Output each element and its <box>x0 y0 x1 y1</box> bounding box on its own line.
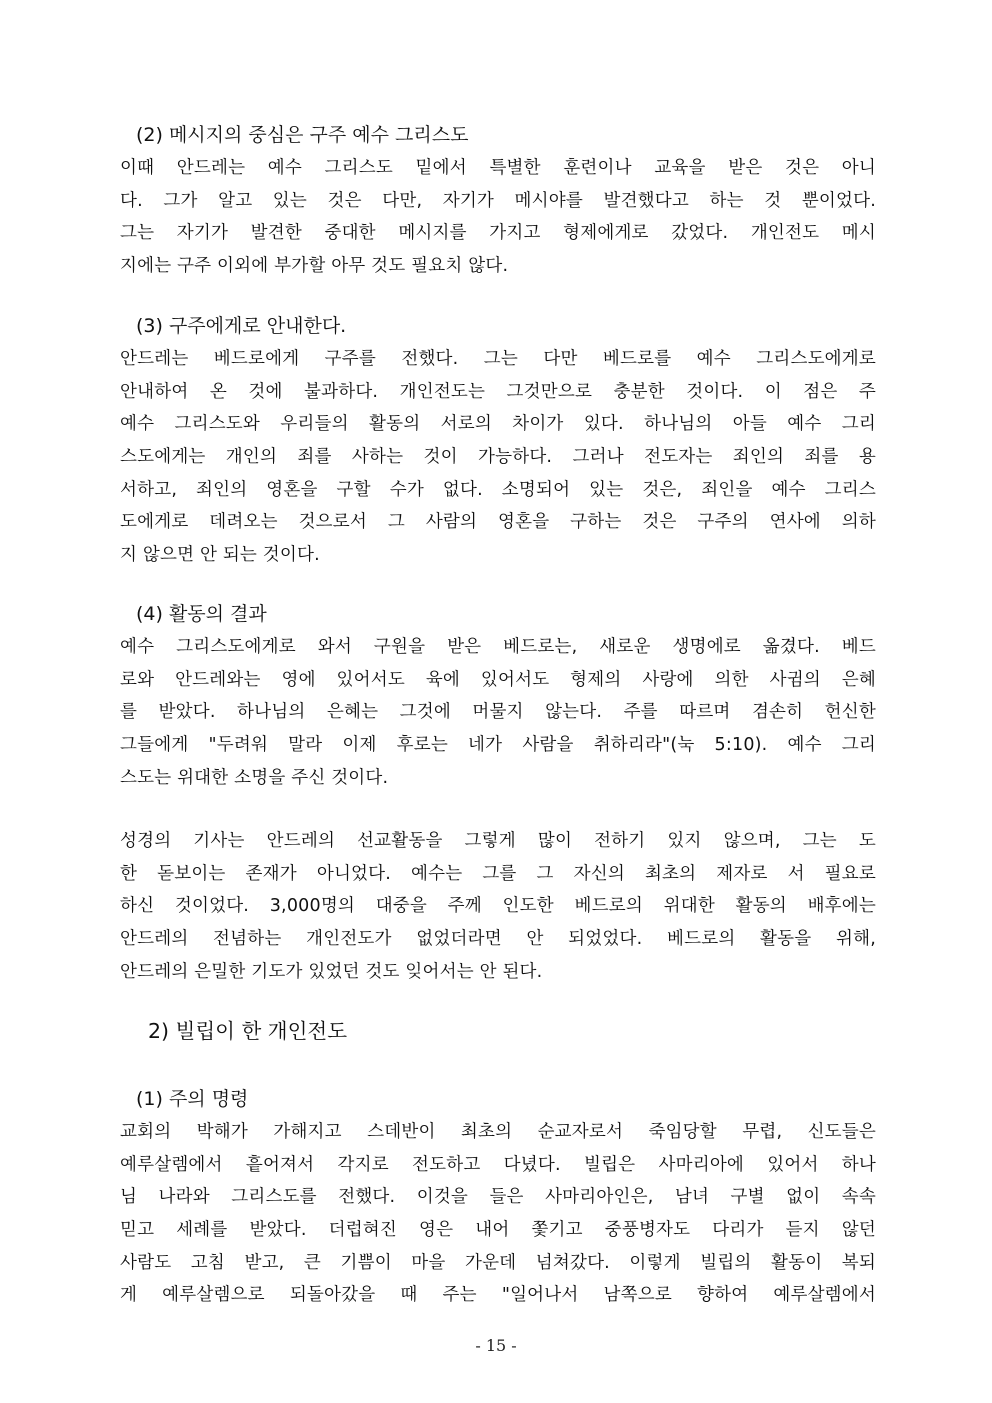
chapter-2 <box>120 1017 876 1045</box>
paragraph-line: 게 예루살렘으로 되돌아갔을 때 주는 "일어나서 남쪽으로 향하여 예루살렘에서 <box>120 1285 876 1306</box>
paragraph-line: 님 나라와 그리스도를 전했다. 이것을 들은 사마리아인은, 남녀 구별 없이 속속 <box>120 1187 876 1208</box>
section-2-1 <box>120 1086 876 1312</box>
section-heading: (2) 메시지의 중심은 구주 예수 그리스도 <box>136 124 469 146</box>
section-heading: (4) 활동의 결과 <box>136 603 267 625</box>
section-2 <box>120 122 876 283</box>
paragraph-line: 믿고 세례를 받았다. 더럽혀진 영은 내어 쫓기고 중풍병자도 다리가 듣지 않던 <box>120 1220 876 1241</box>
paragraph-line: 지에는 구주 이외에 부가할 아무 것도 필요치 않다. <box>120 256 509 277</box>
paragraph-line: 예루살렘에서 흩어져서 각지로 전도하고 다녔다. 빌립은 사마리아에 있어서 하나 <box>120 1154 876 1175</box>
paragraph-line: 그는 자기가 발견한 중대한 메시지를 가지고 형제에게로 갔었다. 개인전도 메시 <box>120 223 876 244</box>
paragraph-line: 한 돋보이는 존재가 아니었다. 예수는 그를 그 자신의 최초의 제자로 서 필요로 <box>120 863 876 884</box>
paragraph-line: 예수 그리스도와 우리들의 활동의 서로의 차이가 있다. 하나님의 아들 예수 그리 <box>120 414 876 435</box>
paragraph-line: 그들에게 "두려워 말라 이제 후로는 네가 사람을 취하리라"(눅 5:10). 예수 그리 <box>120 735 876 756</box>
paragraph-line: 사람도 고침 받고, 큰 기쁨이 마을 가운데 넘쳐갔다. 이렇게 빌립의 활동이 복되 <box>120 1252 876 1273</box>
section-3 <box>120 313 876 572</box>
paragraph-line: 를 받았다. 하나님의 은혜는 그것에 머물지 않는다. 주를 따르며 겸손히 헌신한 <box>120 702 876 723</box>
paragraph-line: 로와 안드레와는 영에 있어서도 육에 있어서도 형제의 사랑에 의한 사귐의 은혜 <box>120 669 876 690</box>
paragraph-line: 스도에게는 개인의 죄를 사하는 것이 가능하다. 그러나 전도자는 죄인의 죄를 용 <box>120 447 876 468</box>
page-number: - 15 - <box>475 1336 517 1355</box>
closing-paragraph <box>120 825 876 988</box>
paragraph-line: 다. 그가 알고 있는 것은 다만, 자기가 메시야를 발견했다고 하는 것 뿐이었다. <box>120 190 876 211</box>
paragraph-line: 도에게로 데려오는 것으로서 그 사람의 영혼을 구하는 것은 구주의 연사에 의하 <box>120 512 876 533</box>
section-heading: (1) 주의 명령 <box>136 1088 249 1110</box>
chapter-heading: 2) 빌립이 한 개인전도 <box>148 1019 348 1043</box>
section-paragraph <box>120 343 876 572</box>
section-4 <box>120 601 876 794</box>
section-paragraph <box>120 152 876 283</box>
paragraph-line: 스도는 위대한 소명을 주신 것이다. <box>120 767 389 788</box>
paragraph-line: 서하고, 죄인의 영혼을 구할 수가 없다. 소명되어 있는 것은, 죄인을 예수 그리스 <box>120 479 876 500</box>
paragraph-line: 이때 안드레는 예수 그리스도 밑에서 특별한 훈련이나 교육을 받은 것은 아니 <box>120 158 876 178</box>
paragraph-line: 성경의 기사는 안드레의 선교활동을 그렇게 많이 전하기 있지 않으며, 그는 도 <box>120 831 876 851</box>
paragraph-line: 하신 것이었다. 3,000명의 대중을 주께 인도한 베드로의 위대한 활동의 배후에는 <box>120 896 876 917</box>
section-paragraph <box>120 631 876 794</box>
section-heading: (3) 구주에게로 안내한다. <box>136 315 347 337</box>
paragraph-line: 안드레의 은밀한 기도가 있었던 것도 잊어서는 안 된다. <box>120 961 543 982</box>
paragraph-line: 안내하여 온 것에 불과하다. 개인전도는 그것만으로 충분한 것이다. 이 점은 주 <box>120 381 876 402</box>
paragraph-line: 지 않으면 안 되는 것이다. <box>120 545 320 566</box>
paragraph-line: 교회의 박해가 가해지고 스데반이 최초의 순교자로서 죽임당할 무렵, 신도들은 <box>120 1122 876 1142</box>
paragraph-line: 안드레의 전념하는 개인전도가 없었더라면 안 되었었다. 베드로의 활동을 위해, <box>120 929 876 950</box>
section-paragraph <box>120 1116 876 1312</box>
paragraph-line: 안드레는 베드로에게 구주를 전했다. 그는 다만 베드로를 예수 그리스도에게로 <box>120 349 876 369</box>
paragraph-line: 예수 그리스도에게로 와서 구원을 받은 베드로는, 새로운 생명에로 옮겼다. 베드 <box>120 637 876 657</box>
